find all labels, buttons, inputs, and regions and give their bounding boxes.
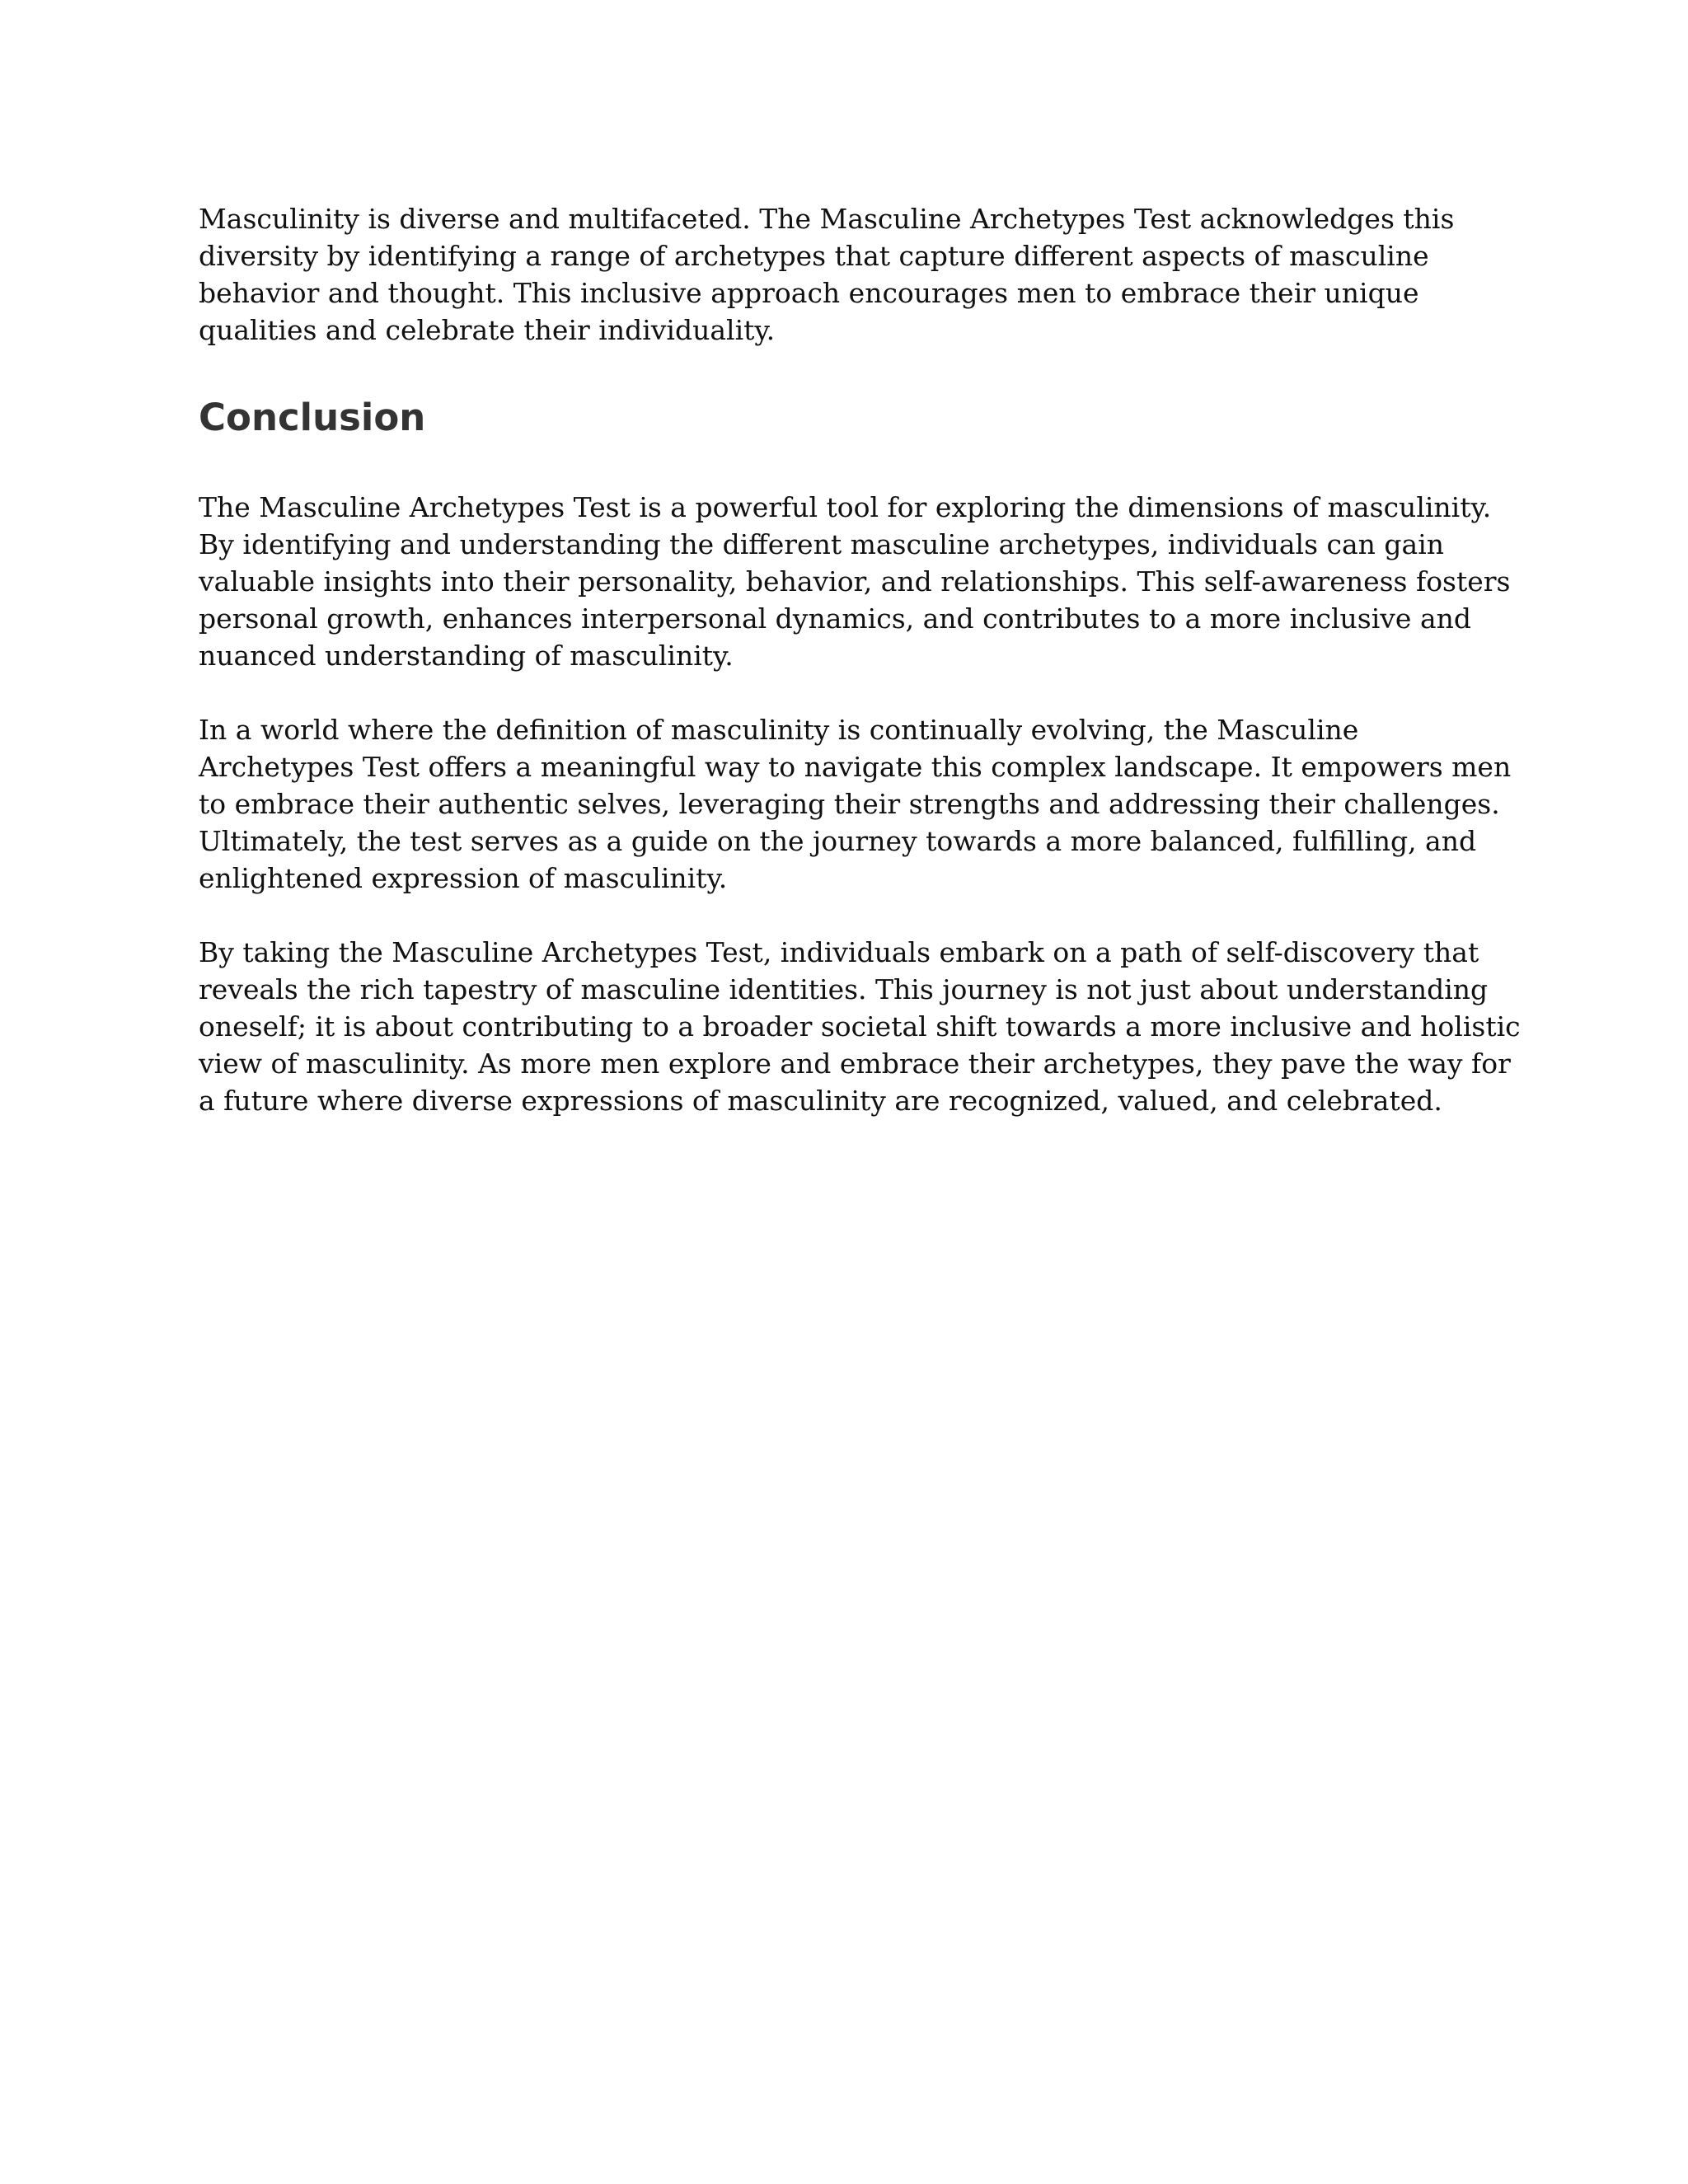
conclusion-paragraph-2 <box>199 711 1512 897</box>
paragraph-line: valuable insights into their personality, behavior, and relationships. This self-awareness fosters <box>199 565 1511 598</box>
paragraph-line: Ultimately, the test serves as a guide on the journey towards a more balanced, fulfilling, and <box>199 825 1477 857</box>
section-heading: Conclusion <box>199 396 426 439</box>
paragraph-line: Archetypes Test offers a meaningful way to navigate this complex landscape. It empowers men <box>199 751 1512 783</box>
paragraph-line: view of masculinity. As more men explore and embrace their archetypes, they pave the way for <box>199 1047 1511 1080</box>
paragraph-line: The Masculine Archetypes Test is a powerful tool for exploring the dimensions of masculinity. <box>199 491 1492 523</box>
paragraph-line: diversity by identifying a range of archetypes that capture different aspects of masculine <box>199 240 1429 272</box>
paragraph-line: a future where diverse expressions of masculinity are recognized, valued, and celebrated. <box>199 1085 1442 1117</box>
paragraph-line: nuanced understanding of masculinity. <box>199 640 734 672</box>
paragraph-line: In a world where the definition of masculinity is continually evolving, the Masculine <box>199 714 1359 746</box>
paragraph-line: qualities and celebrate their individuality. <box>199 314 776 346</box>
intro-paragraph <box>199 200 1501 349</box>
paragraph-line: By identifying and understanding the different masculine archetypes, individuals can gain <box>199 528 1445 560</box>
paragraph-line: enlightened expression of masculinity. <box>199 862 728 894</box>
conclusion-paragraph-3 <box>199 934 1521 1119</box>
paragraph-line: behavior and thought. This inclusive approach encourages men to embrace their unique <box>199 277 1419 309</box>
paragraph-line: Masculinity is diverse and multifaceted. The Masculine Archetypes Test acknowledges this <box>199 203 1455 235</box>
paragraph-line: oneself; it is about contributing to a broader societal shift towards a more inclusive and holistic <box>199 1010 1521 1043</box>
paragraph-line: reveals the rich tapestry of masculine identities. This journey is not just about understanding <box>199 973 1489 1005</box>
paragraph-line: to embrace their authentic selves, leveraging their strengths and addressing their challenges. <box>199 788 1500 820</box>
paragraph-line: By taking the Masculine Archetypes Test, individuals embark on a path of self-discovery that <box>199 936 1479 968</box>
paragraph-line: personal growth, enhances interpersonal dynamics, and contributes to a more inclusive and <box>199 602 1471 635</box>
conclusion-paragraph-1 <box>199 489 1511 674</box>
document-content <box>199 200 1521 1119</box>
